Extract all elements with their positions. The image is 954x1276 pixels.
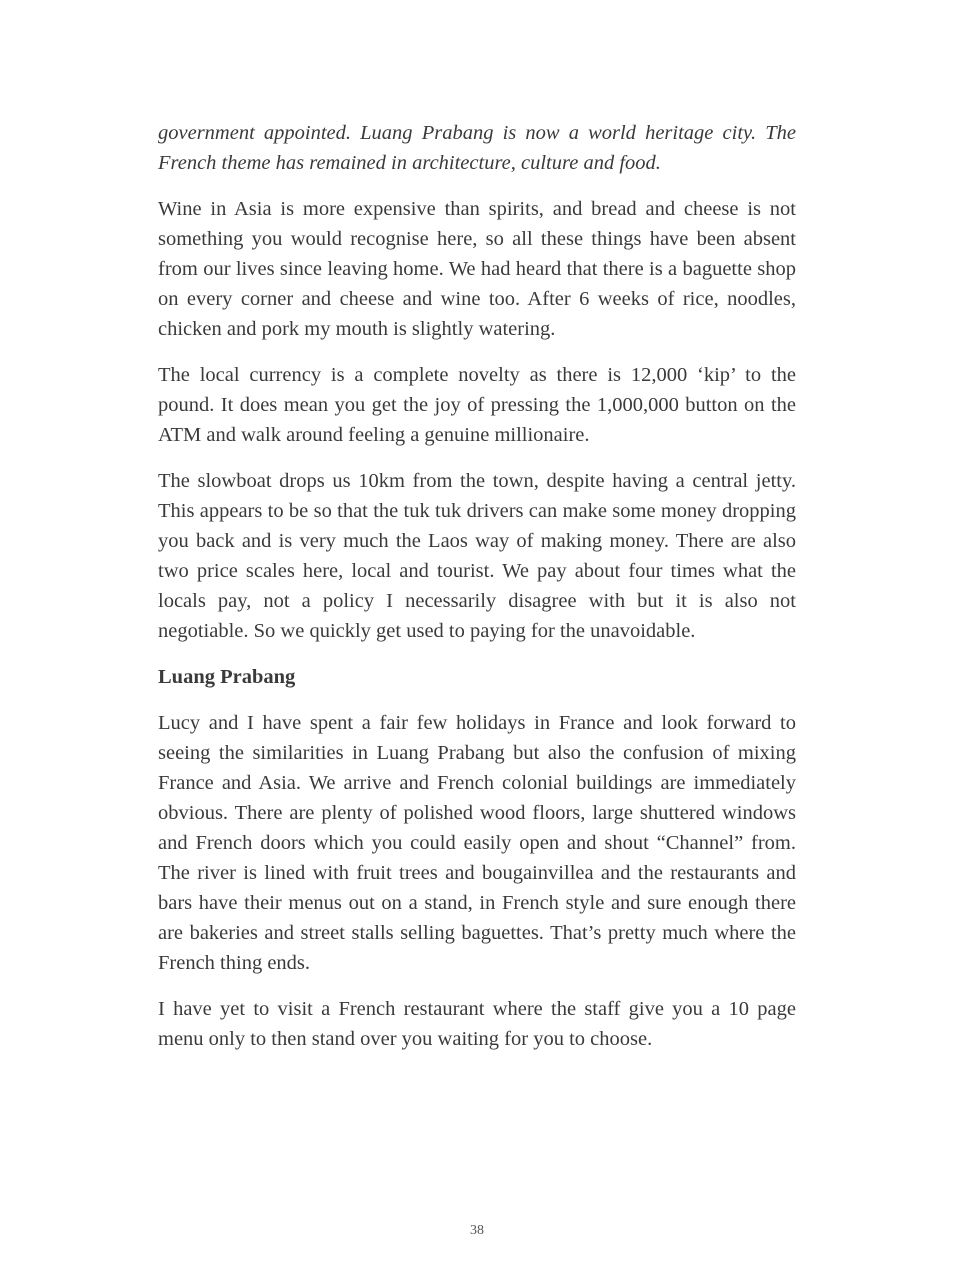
- section-heading: Luang Prabang: [158, 666, 296, 688]
- page-number: 38: [470, 1223, 484, 1238]
- paragraph-restaurant: I have yet to visit a French restaurant where the staff give you a 10 page menu only to then stand over you waiting for you to choose.: [158, 998, 796, 1050]
- paragraph-wine: Wine in Asia is more expensive than spirits, and bread and cheese is not something you would recognise here, so all these things have been absent from our lives since leaving home. We had heard that there is a baguette shop on every corner and cheese and wine too. After 6 weeks of rice, noodles, chicken and pork my mouth is slightly watering.: [158, 198, 796, 340]
- paragraph-holidays: Lucy and I have spent a fair few holidays in France and look forward to seeing the similarities in Luang Prabang but also the confusion of mixing France and Asia. We arrive and French colonial buildings are immediately obvious. There are plenty of polished wood floors, large shuttered windows and French doors which you could easily open and shout “Channel” from. The river is lined with fruit trees and bougainvillea and the restaurants and bars have their menus out on a stand, in French style and sure enough there are bakeries and street stalls selling baguettes. That’s pretty much where the French thing ends.: [158, 712, 796, 974]
- paragraph-slowboat: The slowboat drops us 10km from the town, despite having a central jetty. This appears to be so that the tuk tuk drivers can make some money dropping you back and is very much the Laos way of making money. There are also two price scales here, local and tourist. We pay about four times what the locals pay, not a policy I necessarily disagree with but it is also not negotiable. So we quickly get used to paying for the unavoidable.: [158, 470, 796, 642]
- paragraph-currency: The local currency is a complete novelty as there is 12,000 ‘kip’ to the pound. It does mean you get the joy of pressing the 1,000,000 button on the ATM and walk around feeling a genuine millionaire.: [158, 364, 796, 446]
- body-text: [158, 118, 796, 1070]
- paragraph-italic-intro: government appointed. Luang Prabang is now a world heritage city. The French theme has remained in architecture, culture and food.: [158, 122, 796, 174]
